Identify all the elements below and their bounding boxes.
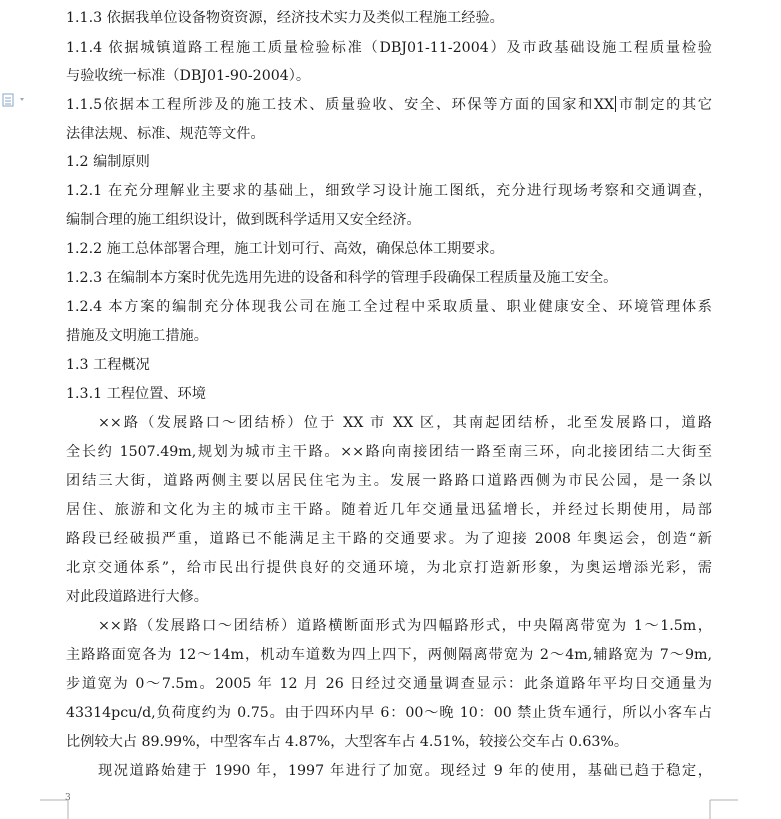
paragraph-line: 法律法规、标准、规范等文件。 bbox=[66, 126, 265, 142]
paste-options-icon[interactable] bbox=[2, 92, 28, 108]
paragraph-line: 与验收统一标准（DBJ01-90-2004）。 bbox=[66, 68, 311, 84]
paragraph-line: 北京交通体系”，给市民出行提供良好的交通环境，为北京打造新形象，为奥运增添光彩，需 bbox=[66, 560, 712, 576]
paragraph-line: 1.2.1 在充分理解业主要求的基础上，细致学习设计施工图纸，充分进行现场考察和交通调查， bbox=[66, 183, 712, 199]
paragraph-line bbox=[66, 92, 712, 118]
paragraph-line: 43314pcu/d,负荷度约为 0.75。由于四环内早 6：00～晚 10：00 禁止货车通行，所以小客车占 bbox=[66, 705, 712, 721]
crop-mark-bottom-right bbox=[708, 790, 738, 819]
paragraph-line: 1.2.2 施工总体部署合理，施工计划可行、高效，确保总体工期要求。 bbox=[66, 241, 504, 257]
paragraph-line: ××路（发展路口～团结桥）位于 XX 市 XX 区，其南起团结桥，北至发展路口，道路 bbox=[98, 415, 712, 431]
paragraph-line: 全长约 1507.49m,规划为城市主干路。××路向南接团结一路至南三环，向北接团结二大街至 bbox=[66, 444, 712, 460]
paragraph-line: 1.1.3 依据我单位设备物资资源，经济技术实力及类似工程施工经验。 bbox=[66, 10, 504, 26]
paragraph-line: 编制合理的施工组织设计，做到既科学适用又安全经济。 bbox=[66, 212, 421, 228]
paragraph-line: 1.2.3 在编制本方案时优先选用先进的设备和科学的管理手段确保工程质量及施工安全。 bbox=[66, 270, 618, 286]
text-cursor bbox=[615, 96, 616, 112]
paragraph-line: 1.2.4 本方案的编制充分体现我公司在施工全过程中采取质量、职业健康安全、环境管理体系 bbox=[66, 299, 712, 315]
page-number: 3 bbox=[65, 793, 71, 803]
text-segment: 市制定的其它 bbox=[617, 97, 712, 113]
paragraph-line: 主路路面宽各为 12～14m，机动车道数为四上四下，两侧隔离带宽为 2～4m,辅路宽为 7～9m, bbox=[66, 647, 712, 663]
paragraph-line: 措施及文明施工措施。 bbox=[66, 328, 208, 344]
paragraph-line: 比例较大占 89.99%，中型客车占 4.87%，大型客车占 4.51%，较接公交车占 0.63%。 bbox=[66, 734, 629, 750]
paragraph-line: 路段已经破损严重，道路已不能满足主干路的交通要求。为了迎接 2008 年奥运会，创造“新 bbox=[66, 531, 712, 547]
paragraph-line: 对此段道路进行大修。 bbox=[66, 589, 208, 605]
paragraph-line: ××路（发展路口～团结桥）道路横断面形式为四幅路形式，中央隔离带宽为 1～1.5m， bbox=[98, 618, 712, 634]
paragraph-line: 步道宽为 0～7.5m。2005 年 12 月 26 日经过交通量调查显示：此条道路年平均日交通量为 bbox=[66, 676, 712, 692]
section-heading: 1.3.1 工程位置、环境 bbox=[66, 386, 206, 402]
paragraph-line: 居住、旅游和文化为主的城市主干路。随着近几年交通量迅猛增长，并经过长期使用，局部 bbox=[66, 502, 712, 518]
paragraph-line: 团结三大街，道路两侧主要以居民住宅为主。发展一路路口道路西侧为市民公园，是一条以 bbox=[66, 473, 712, 489]
section-heading: 1.2 编制原则 bbox=[66, 154, 150, 170]
paragraph-line: 现况道路始建于 1990 年，1997 年进行了加宽。现经过 9 年的使用，基础已趋于稳定， bbox=[98, 763, 712, 779]
text-segment: 1.1.5依据本工程所涉及的施工技术、质量验收、安全、环保等方面的国家和XX bbox=[66, 97, 615, 113]
section-heading: 1.3 工程概况 bbox=[66, 357, 150, 373]
paragraph-line: 1.1.4 依据城镇道路工程施工质量检验标准（DBJ01-11-2004）及市政基础设施工程质量检验 bbox=[66, 40, 712, 56]
